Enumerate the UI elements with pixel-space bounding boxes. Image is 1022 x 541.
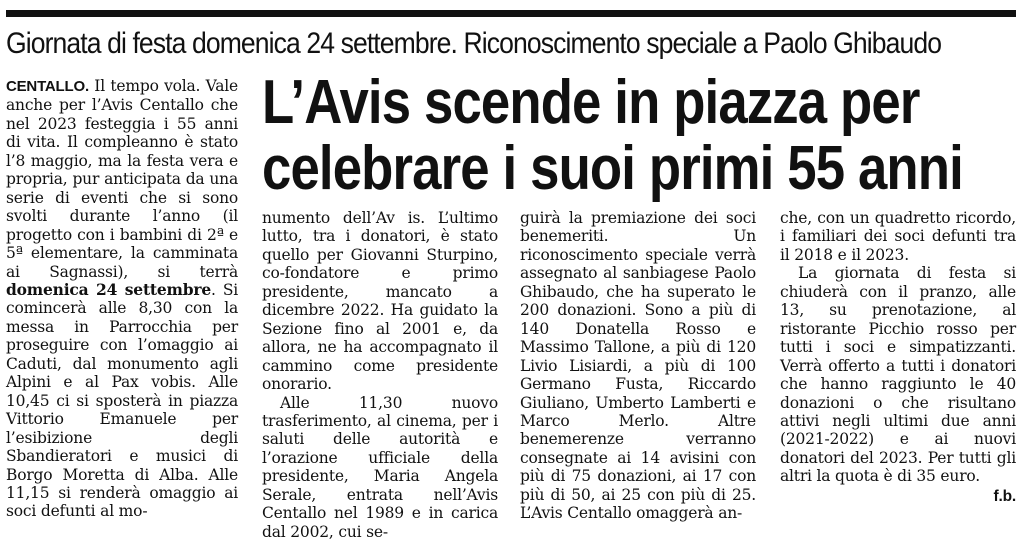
headline [262,68,963,203]
dateline: CENTALLO. [6,78,89,95]
headline-line-2: celebrare i suoi primi 55 anni [262,134,963,203]
paragraph: numento dell’Av is. L’ultimo lutto, tra i donatori, è stato quello per Giovanni Sturpino, co-fondatore e primo presidente, mancato a dicembre 2022. Ha guidato la Sezione fino al 2001 e, da allora, ne ha accompagnato il cammino come presidente onorario. [262,209,498,394]
paragraph: Alle 11,30 nuovo trasferimento, al cinema, per i saluti delle autorità e l’orazione ufficiale della presidente, Maria Angela Serale, entrata nell’Avis Centallo nel 1989 e in carica dal 2002, cui se- [262,393,498,541]
article-column-2 [262,209,498,541]
author-signature: f.b. [993,487,1016,505]
headline-line-1: L’Avis scende in piazza per [262,68,920,137]
kicker: Giornata di festa domenica 24 settembre. Riconoscimento speciale a Paolo Ghibaudo [6,27,942,60]
article-column-3 [520,209,756,523]
top-rule [6,10,1016,17]
paragraph: che, con un quadretto ricordo, i familiari dei soci defunti tra il 2018 e il 2023. [780,209,1016,264]
body-text: . Si comincerà alle 8,30 con la messa in Parrocchia per proseguire con l’omaggio ai Caduti, dal monumento agli Alpini e al Pax vobis. Alle 10,45 ci si sposterà in piazza Vittorio Emanuele per l’esibizione degli Sbandieratori e musici di Borgo Moretta di Alba. Alle 11,15 si renderà omaggio ai soci defunti al mo- [6,280,238,521]
event-date: domenica 24 settembre [6,279,211,299]
article-column-1 [6,77,238,521]
body-text: Il tempo vola. Vale anche per l’Avis Centallo che nel 2023 festeggia i 55 anni di vita. Il compleanno è stato l’8 maggio, ma la festa vera e propria, pur anticipata da una serie di eventi che si sono svolti durante l’anno (il progetto con i bambini di 2ª e 5ª elementare, la camminata ai Sagnassi), si terrà [6,77,238,281]
column-1-paragraph [6,77,238,521]
paragraph: guirà la premiazione dei soci benemeriti. Un riconoscimento speciale verrà assegnato al sanbiagese Paolo Ghibaudo, che ha superato le 200 donazioni. Sono a più di 140 Donatella Rosso e Massimo Tallone, a più di 120 Livio Lisiardi, a più di 100 Germano Fusta, Riccardo Giuliano, Umberto Lamberti e Marco Merlo. Altre benemerenze verranno consegnate ai 14 avisini con più di 75 donazioni, ai 17 con più di 50, ai 25 con più di 25. L’Avis Centallo omaggerà an- [520,209,756,523]
article-column-4 [780,209,1016,506]
paragraph: La giornata di festa si chiuderà con il pranzo, alle 13, su prenotazione, al ristorante Picchio rosso per tutti i soci e simpatizzanti. Verrà offerto a tutti i donatori che hanno raggiunto le 40 donazioni o che risultano attivi negli ultimi due anni (2021-2022) e ai nuovi donatori del 2023. Per tutti gli altri la quota è di 35 euro. [780,264,1016,486]
